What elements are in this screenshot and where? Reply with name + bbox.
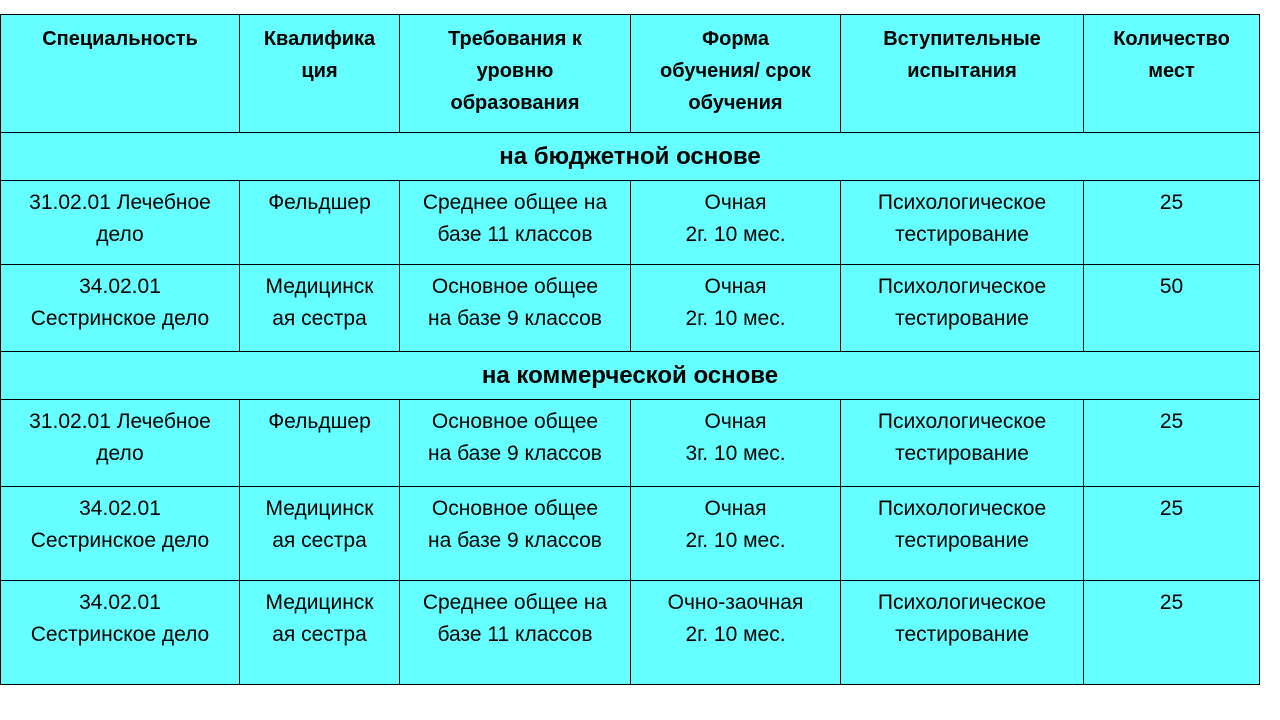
header-education-requirements [400,15,631,133]
cell-text: тестирование [895,442,1029,465]
cell-qualification [240,181,400,265]
cell-text: Сестринское дело [30,623,210,646]
section-row-budget [1,133,1260,181]
admission-table-container [0,14,1259,685]
cell-qualification [240,400,400,487]
cell-text: тестирование [895,623,1029,646]
cell-entrance-exams [841,581,1084,685]
cell-text: на базе 9 классов [428,529,602,552]
cell-text: на базе 9 классов [428,307,602,330]
header-text: Количество [1113,28,1230,50]
cell-study-form [631,581,841,685]
cell-specialty [1,581,240,685]
cell-text: тестирование [895,307,1029,330]
table-row [1,487,1260,581]
cell-text: 31.02.01 Лечебное [29,410,211,433]
cell-text: Медицинск [265,275,374,298]
cell-places: 25 [1084,400,1260,487]
cell-text: Очная [704,275,767,298]
cell-qualification [240,265,400,352]
cell-text: Среднее общее на [422,191,608,214]
cell-text: Основное общее [431,275,599,298]
cell-text: 2г. 10 мес. [685,529,786,552]
cell-text: Очная [704,497,767,520]
cell-text: ая сестра [272,623,367,646]
cell-qualification [240,581,400,685]
cell-entrance-exams [841,400,1084,487]
cell-text: 3г. 10 мес. [685,442,786,465]
cell-education [400,265,631,352]
cell-education [400,581,631,685]
header-qualification [240,15,400,133]
cell-text: ая сестра [272,529,367,552]
header-row [1,15,1260,133]
cell-text: Очная [704,410,767,433]
cell-study-form [631,400,841,487]
admission-table [0,14,1260,685]
header-places-count [1084,15,1260,133]
header-text: испытания [907,60,1017,82]
header-text: Вступительные [883,28,1041,50]
cell-specialty [1,265,240,352]
table-row [1,400,1260,487]
cell-text: 34.02.01 [79,497,161,520]
cell-text: Основное общее [431,497,599,520]
cell-places: 25 [1084,487,1260,581]
table-row [1,181,1260,265]
cell-text: 31.02.01 Лечебное [29,191,211,214]
cell-text: Психологическое [877,410,1047,433]
cell-text: Очная [704,191,767,214]
cell-text: Психологическое [877,191,1047,214]
cell-text: 34.02.01 [79,591,161,614]
cell-text: Сестринское дело [30,529,210,552]
cell-text: Психологическое [877,275,1047,298]
cell-entrance-exams [841,487,1084,581]
cell-text: Медицинск [265,497,374,520]
cell-study-form [631,487,841,581]
header-entrance-exams [841,15,1084,133]
section-title: на коммерческой основе [1,352,1260,400]
cell-text: Среднее общее на [422,591,608,614]
cell-places: 50 [1084,265,1260,352]
cell-text: 34.02.01 [79,275,161,298]
cell-text: тестирование [895,223,1029,246]
section-title: на бюджетной основе [1,133,1260,181]
cell-entrance-exams [841,265,1084,352]
header-text: мест [1148,60,1195,82]
header-text: уровню [476,60,554,82]
cell-education [400,181,631,265]
cell-text: Фельдшер [268,410,371,433]
cell-text: тестирование [895,529,1029,552]
cell-text: Медицинск [265,591,374,614]
header-text: обучения [688,92,783,114]
cell-text: на базе 9 классов [428,442,602,465]
header-text: Специальность [42,28,198,50]
cell-places: 25 [1084,181,1260,265]
cell-text: Психологическое [877,591,1047,614]
cell-entrance-exams [841,181,1084,265]
cell-text: 2г. 10 мес. [685,307,786,330]
cell-places: 25 [1084,581,1260,685]
cell-study-form [631,181,841,265]
header-text: Форма [702,28,769,50]
cell-text: базе 11 классов [437,223,593,246]
header-text: образования [450,92,580,114]
cell-study-form [631,265,841,352]
cell-text: Психологическое [877,497,1047,520]
cell-text: 2г. 10 мес. [685,623,786,646]
table-row [1,265,1260,352]
cell-text: Фельдшер [268,191,371,214]
header-study-form [631,15,841,133]
section-row-commercial [1,352,1260,400]
header-text: обучения/ срок [660,60,811,82]
cell-text: ая сестра [272,307,367,330]
cell-text: дело [96,223,144,246]
cell-text: Основное общее [431,410,599,433]
cell-text: базе 11 классов [437,623,593,646]
cell-education [400,487,631,581]
cell-text: 2г. 10 мес. [685,223,786,246]
cell-text: дело [96,442,144,465]
table-row [1,581,1260,685]
cell-qualification [240,487,400,581]
header-specialty [1,15,240,133]
cell-specialty [1,487,240,581]
cell-specialty [1,181,240,265]
cell-specialty [1,400,240,487]
header-text: Требования к [448,28,582,50]
cell-education [400,400,631,487]
header-text: Квалифика [263,28,376,50]
cell-text: Сестринское дело [30,307,210,330]
cell-text: Очно-заочная [667,591,804,614]
header-text: ция [301,60,338,82]
